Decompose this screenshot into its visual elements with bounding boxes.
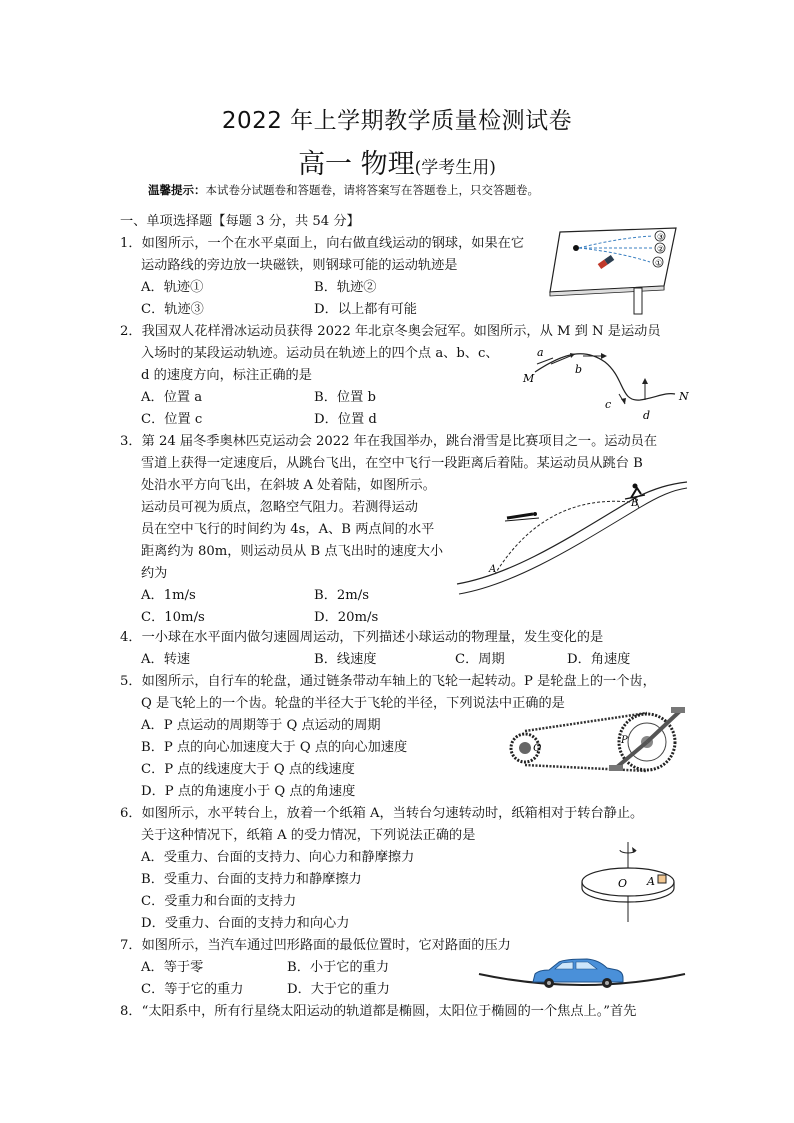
q3-stem-line2: 雪道上获得一定速度后，从跳台飞出，在空中飞行一段距离后着陆。某运动员从跳台 B [141,456,643,471]
tip-label: 温馨提示： [148,183,206,197]
q7-option-d: D．大于它的重力 [287,982,390,997]
q7-stem-line1: 7．如图所示，当汽车通过凹形路面的最低位置时，它对路面的压力 [120,938,511,953]
skier-top [625,484,645,500]
q6-option-a: A．受重力、台面的支持力、向心力和静摩擦力 [141,850,415,865]
paper-box [658,875,666,883]
steel-ball [573,245,579,251]
q8-stem-line1: 8．“太阳系中，所有行星绕太阳运动的轨道都是椭圆，太阳位于椭圆的一个焦点上。”首先 [120,1004,637,1019]
page-title: 2022 年上学期教学质量检测试卷 [221,108,573,134]
q5-stem-line1: 5．如图所示，自行车的轮盘，通过链条带动车轴上的飞轮一起转动。P 是轮盘上的一个齿， [120,674,656,689]
q7-figure-car-road [475,948,689,996]
point-p-label: P [621,735,628,746]
q1-option-b: B．轨迹② [314,280,377,295]
q3-stem-line3: 处沿水平方向飞出，在斜坡 A 处着陆，如图所示。 [141,478,436,493]
track-1-label: ① [655,258,663,268]
q5-option-c: C．P 点的线速度大于 Q 点的线速度 [141,762,355,777]
q7-option-c: C．等于它的重力 [141,982,244,997]
q4-option-d: D．角速度 [567,652,631,667]
q6-option-c: C．受重力和台面的支持力 [141,894,297,909]
point-d-label: d [643,409,651,422]
q2-option-a: A．位置 a [141,390,203,405]
tip-text: 本试卷分试题卷和答题卷，请将答案写在答题卷上，只交答题卷。 [205,183,539,197]
q3-stem-line7: 约为 [141,566,168,581]
point-a-label: a [537,346,544,359]
point-n-label: N [679,390,689,403]
q1-stem-line1: 1．如图所示，一个在水平桌面上，向右做直线运动的钢球，如果在它 [120,236,525,251]
center-o-label: O [618,877,628,890]
q1-figure-table [548,224,688,316]
q4-option-a: A．转速 [141,652,191,667]
q4-stem-line1: 4．一小球在水平面内做匀速圆周运动，下列描述小球运动的物理量，发生变化的是 [120,630,604,645]
q1-option-d: D．以上都有可能 [314,302,417,317]
q1-option-c: C．轨迹③ [141,302,204,317]
q5-option-b: B．P 点的向心加速度大于 Q 点的向心加速度 [141,740,408,755]
q2-option-b: B．位置 b [314,390,376,405]
q6-option-b: B．受重力、台面的支持力和静摩擦力 [141,872,362,887]
q4-option-b: B．线速度 [314,652,377,667]
q2-figure-trajectory [515,342,695,424]
point-m-label: M [523,372,535,385]
q3-option-a: A．1m/s [141,588,196,603]
tip-line [148,182,539,198]
q7-option-a: A．等于零 [141,960,204,975]
q6-stem-line2: 关于这种情况下，纸箱 A 的受力情况，下列说法正确的是 [141,828,476,843]
track-3-label: ③ [657,232,665,242]
q2-option-c: C．位置 c [141,412,203,427]
box-a-label: A [647,875,655,888]
q5-figure-bike-chain [505,705,687,775]
q7-option-b: B．小于它的重力 [287,960,390,975]
q3-stem-line1: 3．第 24 届冬季奥林匹克运动会 2022 年在我国举办，跳台滑雪是比赛项目之一。运动员在 [120,434,658,449]
q4-option-c: C．周期 [455,652,505,667]
car [533,959,623,988]
subtitle-main: 高一 物理 [298,149,415,180]
q3-option-c: C．10m/s [141,610,205,625]
q3-option-d: D．20m/s [314,610,379,625]
q3-figure-ski-jump [455,474,691,598]
q6-figure-turntable [578,838,684,924]
skier-flying [505,512,539,521]
track-2-label: ② [657,244,665,254]
q2-stem-line3: d 的速度方向，标注正确的是 [141,368,312,383]
point-q-label: Q [533,743,542,754]
section-heading: 一、单项选择题【每题 3 分，共 54 分】 [120,214,360,229]
subtitle-note: (学考生用) [414,158,496,178]
q1-option-a: A．轨迹① [141,280,204,295]
point-c-label: c [605,398,612,411]
point-a-label: A [489,564,497,575]
q2-option-d: D．位置 d [314,412,377,427]
q1-stem-line2: 运动路线的旁边放一块磁铁，则钢球可能的运动轨迹是 [141,258,458,273]
q2-stem-line1: 2．我国双人花样滑冰运动员获得 2022 年北京冬奥会冠军。如图所示，从 M 到 N 是运动员 [120,324,661,339]
q5-option-a: A．P 点运动的周期等于 Q 点运动的周期 [141,718,381,733]
q5-stem-line2: Q 是飞轮上的一个齿。轮盘的半径大于飞轮的半径，下列说法中正确的是 [141,696,565,711]
q5-option-d: D．P 点的角速度小于 Q 点的角速度 [141,784,356,799]
q3-stem-line5: 员在空中飞行的时间约为 4s，A、B 两点间的水平 [141,522,435,537]
q2-stem-line2: 入场时的某段运动轨迹。运动员在轨迹上的四个点 a、b、c、 [141,346,499,361]
point-b-label: B [631,498,639,509]
q3-option-b: B．2m/s [314,588,369,603]
point-b-label: b [575,363,583,376]
q6-option-d: D．受重力、台面的支持力和向心力 [141,916,350,931]
page-subtitle [0,142,794,181]
q6-stem-line1: 6．如图所示，水平转台上，放着一个纸箱 A，当转台匀速转动时，纸箱相对于转台静止。 [120,806,644,821]
q3-stem-line6: 距离约为 80m，则运动员从 B 点飞出时的速度大小 [141,544,444,559]
q3-stem-line4: 运动员可视为质点，忽略空气阻力。若测得运动 [141,500,418,515]
